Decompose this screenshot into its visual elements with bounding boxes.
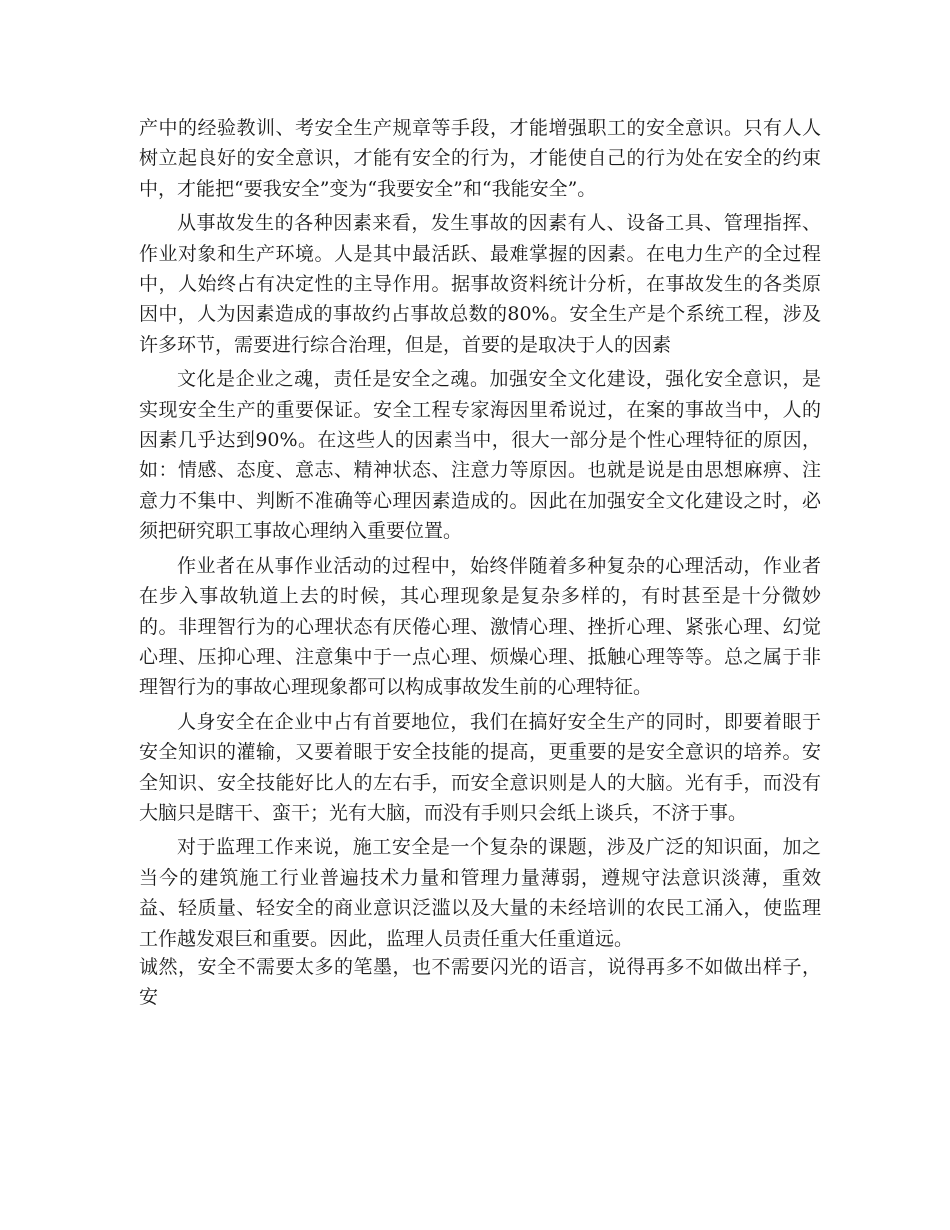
paragraph-conclusion: 诚然，安全不需要太多的笔墨，也不需要闪光的语言，说得再多不如做出样子，安 bbox=[139, 955, 821, 1009]
paragraph-worker-psychology: 作业者在从事作业活动的过程中，始终伴随着多种复杂的心理活动，作业者在步入事故轨道上去的时候，其心理现象是复杂多样的，有时甚至是十分微妙的。非理智行为的心理状态有厌倦心理、激情心理、挫折心理、紧张心理、幻觉心理、压抑心理、注意集中于一点心理、烦燥心理、抵触心理等等。总之属于非理智行为的事故心理现象都可以构成事故发生前的心理特征。 bbox=[139, 554, 821, 699]
paragraph-accident-factors: 从事故发生的各种因素来看，发生事故的因素有人、设备工具、管理指挥、作业对象和生产环境。人是其中最活跃、最难掌握的因素。在电力生产的全过程中，人始终占有决定性的主导作用。据事故资料统计分析，在事故发生的各类原因中，人为因素造成的事故约占事故总数的80%。安全生产是个系统工程，涉及许多环节，需要进行综合治理，但是，首要的是取决于人的因素 bbox=[139, 212, 821, 356]
paragraph-supervision-work: 对于监理工作来说，施工安全是一个复杂的课题，涉及广泛的知识面，加之当今的建筑施工行业普遍技术力量和管理力量薄弱，遵规守法意识淡薄，重效益、轻质量、轻安全的商业意识泛滥以及大量的未经培训的农民工涌入，使监理工作越发艰巨和重要。因此，监理人员责任重大任重道远。 bbox=[139, 836, 821, 950]
paragraph-safety-culture: 文化是企业之魂，责任是安全之魂。加强安全文化建设，强化安全意识，是实现安全生产的重要保证。安全工程专家海因里希说过，在案的事故当中，人的因素几乎达到90%。在这些人的因素当中，很大一部分是个性心理特征的原因，如：情感、态度、意志、精神状态、注意力等原因。也就是说是由思想麻痹、注意力不集中、判断不准确等心理因素造成的。因此在加强安全文化建设之时，必须把研究职工事故心理纳入重要位置。 bbox=[139, 368, 821, 543]
paragraph-continued: 产中的经验教训、考安全生产规章等手段，才能增强职工的安全意识。只有人人树立起良好的安全意识，才能有安全的行为，才能使自己的行为处在安全的约束中，才能把“要我安全”变为“我要安全”和“我能安全”。 bbox=[139, 117, 821, 200]
paragraph-personal-safety: 人身安全在企业中占有首要地位，我们在搞好安全生产的同时，即要着眼于安全知识的灌输，又要着眼于安全技能的提高，更重要的是安全意识的培养。安全知识、安全技能好比人的左右手，而安全意识则是人的大脑。光有手，而没有大脑只是瞎干、蛮干；光有大脑，而没有手则只会纸上谈兵，不济于事。 bbox=[139, 710, 821, 824]
document-body bbox=[139, 113, 821, 1017]
